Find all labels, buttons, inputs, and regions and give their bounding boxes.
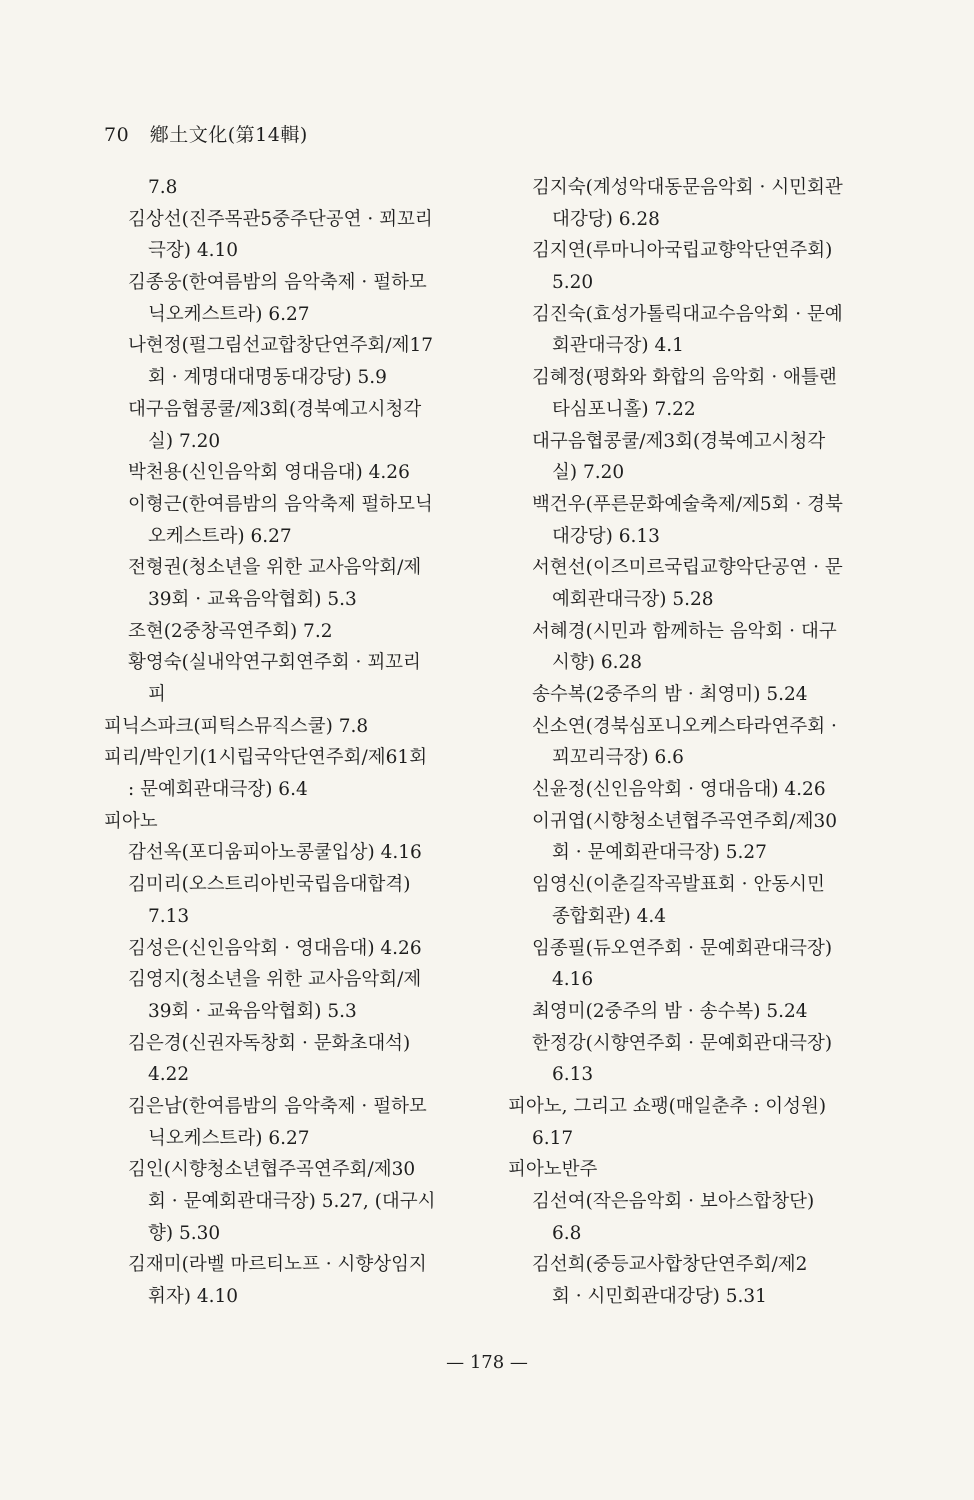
index-entry-line: 피아노, 그리고 쇼팽(매일춘추 : 이성원) xyxy=(508,1095,827,1117)
index-entry-line: 회 · 계명대대명동대강당) 5.9 xyxy=(148,367,387,389)
index-entry-line: 대구음협콩쿨/제3회(경북예고시청각 xyxy=(532,430,826,452)
right-column xyxy=(508,172,888,1313)
index-entry-line: 극장) 4.10 xyxy=(148,240,239,262)
index-entry-line: 향) 5.30 xyxy=(148,1222,221,1244)
index-entry-line: 회 · 문예회관대극장) 5.27, (대구시 xyxy=(148,1191,436,1212)
index-entry-line: 7.8 xyxy=(148,177,178,198)
index-entry-line: 김재미(라벨 마르티노프 · 시향상임지 xyxy=(128,1254,427,1276)
index-entry-line: 피아노반주 xyxy=(508,1159,598,1181)
index-entry-line: 6.8 xyxy=(552,1222,582,1244)
index-entry-line: 김종웅(한여름밤의 음악축제 · 펄하모 xyxy=(128,272,427,294)
index-entry-line: 임영신(이춘길작곡발표회 · 안동시민 xyxy=(532,874,825,896)
index-entry-line: 김지연(루마니아국립교향악단연주회) xyxy=(532,240,833,262)
index-entry-line: 6.17 xyxy=(532,1127,574,1149)
index-entry-line: 신윤정(신인음악회 · 영대음대) 4.26 xyxy=(532,779,826,801)
index-entry-line: 회 · 시민회관대강당) 5.31 xyxy=(552,1286,767,1308)
index-entry-line: 시향) 6.28 xyxy=(552,652,643,674)
header-title: 鄕土文化(第14輯) xyxy=(149,124,308,146)
index-entry-line: 김상선(진주목관5중주단공연 · 꾀꼬리 xyxy=(128,208,433,230)
index-entry-line: 대강당) 6.28 xyxy=(552,208,660,230)
index-entry-line: 나현정(펄그림선교합창단연주회/제17 xyxy=(128,335,434,357)
index-entry-line: 임종필(듀오연주회 · 문예회관대극장) xyxy=(532,937,833,959)
index-entry-line: 예회관대극장) 5.28 xyxy=(552,588,714,610)
index-entry-line: 6.13 xyxy=(552,1064,594,1086)
index-entry-line: 한정강(시향연주회 · 문예회관대극장) xyxy=(532,1032,833,1054)
index-entry-line: 이형근(한여름밤의 음악축제 펄하모닉 xyxy=(128,493,433,515)
index-entry-line: 7.13 xyxy=(148,905,190,927)
running-header xyxy=(104,120,308,147)
index-entry-line: 김은경(신권자독창회 · 문화초대석) xyxy=(128,1032,411,1054)
index-entry-line: 대강당) 6.13 xyxy=(552,525,660,547)
index-entry-line: 피리/박인기(1시립국악단연주회/제61회 xyxy=(104,747,428,769)
index-entry-line: 김미리(오스트리아빈국립음대합격) xyxy=(128,874,411,896)
index-entry-line: 서현선(이즈미르국립교향악단공연 · 문 xyxy=(532,557,843,579)
index-entry-line: 종합회관) 4.4 xyxy=(552,905,667,927)
index-entry-line: 김지숙(계성악대동문음악회 · 시민회관 xyxy=(532,177,843,198)
index-entry-line: 김영지(청소년을 위한 교사음악회/제 xyxy=(128,969,422,991)
index-entry-line: 박천용(신인음악회 영대음대) 4.26 xyxy=(128,462,410,484)
index-entry-line: 오케스트라) 6.27 xyxy=(148,525,292,547)
index-entry-line: 타심포니홀) 7.22 xyxy=(552,398,696,420)
index-entry-line: 황영숙(실내악연구회연주회 · 꾀꼬리 xyxy=(128,652,421,674)
index-entry-line: 전형권(청소년을 위한 교사음악회/제 xyxy=(128,557,422,579)
index-entry-line: 김혜정(평화와 화합의 음악회 · 애틀랜 xyxy=(532,367,837,389)
index-entry-line: 신소연(경북심포니오케스타라연주회 · xyxy=(532,715,837,737)
index-entry-line: 닉오케스트라) 6.27 xyxy=(148,1127,310,1149)
index-entry-line: 김진숙(효성가톨릭대교수음악회 · 문예 xyxy=(532,303,843,325)
index-entry-line: 조현(2중창곡연주회) 7.2 xyxy=(128,620,333,642)
index-entry-line: 대구음협콩쿨/제3회(경북예고시청각 xyxy=(128,398,422,420)
index-entry-line: 실) 7.20 xyxy=(552,462,625,484)
index-entry-line: 감선옥(포디움피아노콩쿨입상) 4.16 xyxy=(128,842,422,864)
index-entry-line: 피닉스파크(피틱스뮤직스쿨) 7.8 xyxy=(104,715,369,737)
index-entry-line: 김성은(신인음악회 · 영대음대) 4.26 xyxy=(128,937,422,959)
index-entry-line: : 문예회관대극장) 6.4 xyxy=(128,779,308,801)
index-entry-line: 4.22 xyxy=(148,1064,190,1086)
index-entry-line: 꾀꼬리극장) 6.6 xyxy=(552,747,684,769)
index-entry-line: 39회 · 교육음악협회) 5.3 xyxy=(148,1000,357,1022)
index-entry-line: 서혜경(시민과 함께하는 음악회 · 대구 xyxy=(532,620,837,642)
index-entry-line: 김인(시향청소년협주곡연주회/제30 xyxy=(128,1159,416,1181)
index-entry-line: 닉오케스트라) 6.27 xyxy=(148,303,310,325)
index-entry-line: 이귀엽(시향청소년협주곡연주회/제30 xyxy=(532,810,838,832)
index-entry-line: 김선희(중등교사합창단연주회/제2 xyxy=(532,1254,808,1276)
index-entry-line: 5.20 xyxy=(552,272,594,294)
index-entry-line: 김은남(한여름밤의 음악축제 · 펄하모 xyxy=(128,1095,427,1117)
index-entry-line: 백건우(푸른문화예술축제/제5회 · 경북 xyxy=(532,493,843,515)
left-column xyxy=(104,172,484,1313)
header-page-number: 70 xyxy=(104,124,130,146)
index-entry-line: 회 · 문예회관대극장) 5.27 xyxy=(552,842,767,864)
index-entry-line: 김선여(작은음악회 · 보아스합창단) xyxy=(532,1191,815,1212)
index-entry-line: 휘자) 4.10 xyxy=(148,1286,239,1308)
index-entry-line: 피 xyxy=(148,684,166,705)
index-entry-line: 4.16 xyxy=(552,969,594,991)
index-entry-line: 송수복(2중주의 밤 · 최영미) 5.24 xyxy=(532,684,808,705)
page-footer-number: — 178 — xyxy=(446,1352,528,1373)
index-entry-line: 39회 · 교육음악협회) 5.3 xyxy=(148,588,357,610)
index-entry-line: 최영미(2중주의 밤 · 송수복) 5.24 xyxy=(532,1000,808,1022)
index-entry-line: 회관대극장) 4.1 xyxy=(552,335,684,357)
index-entry-line: 실) 7.20 xyxy=(148,430,221,452)
index-entry-line: 피아노 xyxy=(104,810,158,832)
